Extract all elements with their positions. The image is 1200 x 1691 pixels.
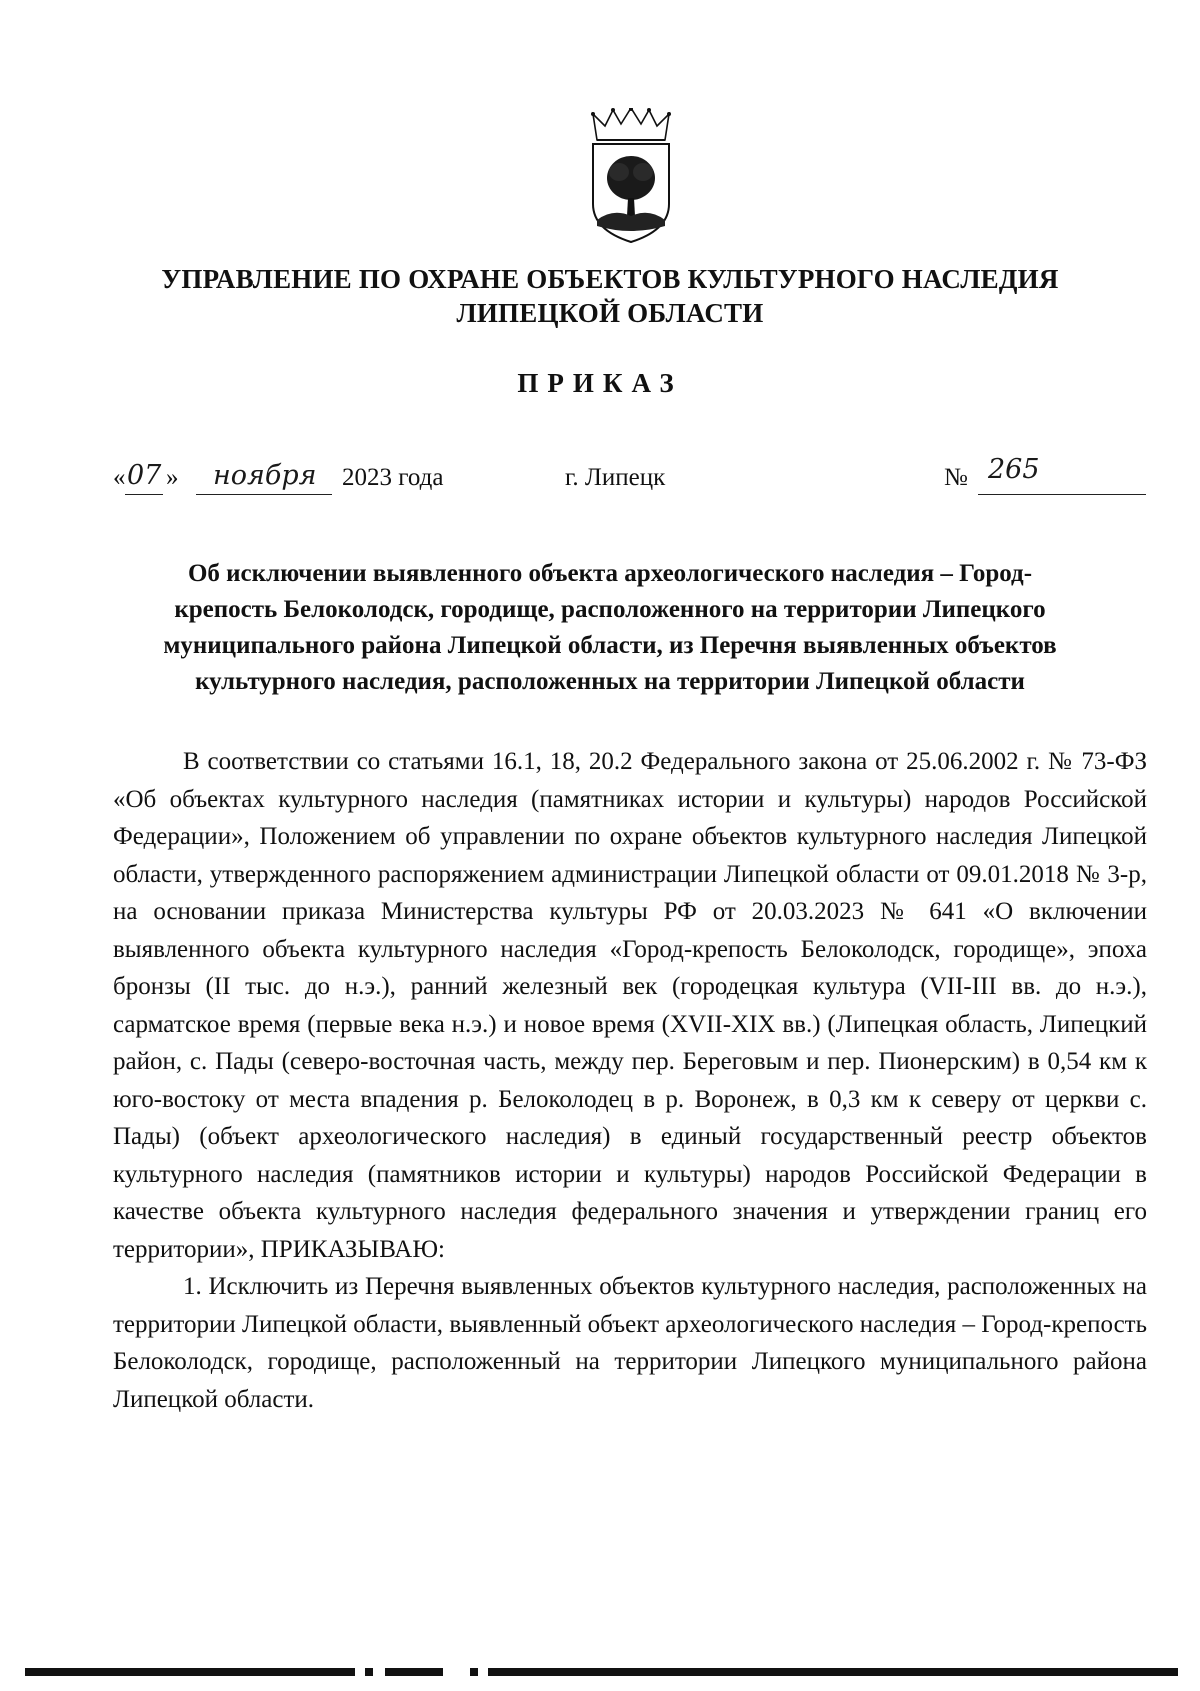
body-paragraph-1: В соответствии со статьями 16.1, 18, 20.2 Федерального закона от 25.06.2002 г. № 73-ФЗ «Об объектах культурного наследия (памятниках истории и культуры) народов Российской Федерации», Положением об управлении по охране объектов культурного наследия Липецкой области, утвержденного распоряжением администрации Липецкой области от 09.01.2018 № 3-р, на основании приказа Министерства культуры РФ от 20.03.2023 № 641 «О включении выявленного объекта культурного наследия «Город-крепость Белоколодск, городище», эпоха бронзы (II тыс. до н.э.), ранний железный век (городецкая культура (VII-III вв. до н.э.), сарматское время (первые века н.э.) и новое время (XVII-XIX вв.) (Липецкая область, Липецкий район, с. Пады (северо-восточная часть, между пер. Береговым и пер. Пионерским) в 0,54 км к юго-востоку от места впадения р. Белоколодец в р. Воронеж, в 0,3 км к северу от церкви с. Пады) (объект археологического наследия) в единый государственный реестр объектов культурного наследия (памятников истории и культуры) народов Российской Федерации в качестве объекта культурного наследия федерального значения и утверждении границ его территории», ПРИКАЗЫВАЮ: [113,748,1147,1263]
date-month-handwritten: ноября [213,460,317,491]
body-paragraph-2: 1. Исключить из Перечня выявленных объектов культурного наследия, расположенных на территории Липецкой области, выявленный объект археологического наследия – Город-крепость Белоколодск, городище, расположенный на территории Липецкого муниципального района Липецкой области. [113,1273,1147,1413]
date-month-underline [196,494,332,495]
document-number-underline [978,494,1146,495]
document-type-title: ПРИКАЗ [517,368,683,398]
subject-line-3: муниципального района Липецкой области, из Перечня выявленных объектов [163,632,1057,659]
date-day-handwritten: 07 [127,460,162,491]
date-day-underline [125,494,163,495]
date-number-line [0,454,1200,520]
date-open-quote: « [113,464,126,491]
footer-scan-bar-5 [488,1668,1178,1676]
subject-line-1: Об исключении выявленного объекта археологического наследия – Город- [187,560,1033,587]
organization-line-2: ЛИПЕЦКОЙ ОБЛАСТИ [456,298,764,328]
city-name: г. Липецк [565,464,666,491]
footer-scan-bar-3 [385,1668,443,1676]
footer-scan-bar-1 [25,1668,355,1676]
document-number-handwritten: 265 [988,454,1040,485]
subject-line-4: культурного наследия, расположенных на территории Липецкой области [195,668,1025,695]
document-subject [110,556,1110,700]
subject-line-2: крепость Белоколодск, городище, расположенного на территории Липецкого [174,596,1046,623]
footer-scan-bar-4 [470,1668,478,1676]
organization-line-1: УПРАВЛЕНИЕ ПО ОХРАНЕ ОБЪЕКТОВ КУЛЬТУРНОГО НАСЛЕДИЯ [161,264,1059,294]
date-year: 2023 года [342,464,444,491]
document-body [113,743,1147,1418]
date-close-quote: » [166,464,179,491]
organization-header [110,262,1110,330]
number-label: № [944,464,968,491]
coat-of-arms-emblem [583,108,679,244]
footer-scan-bar-2 [365,1668,373,1676]
